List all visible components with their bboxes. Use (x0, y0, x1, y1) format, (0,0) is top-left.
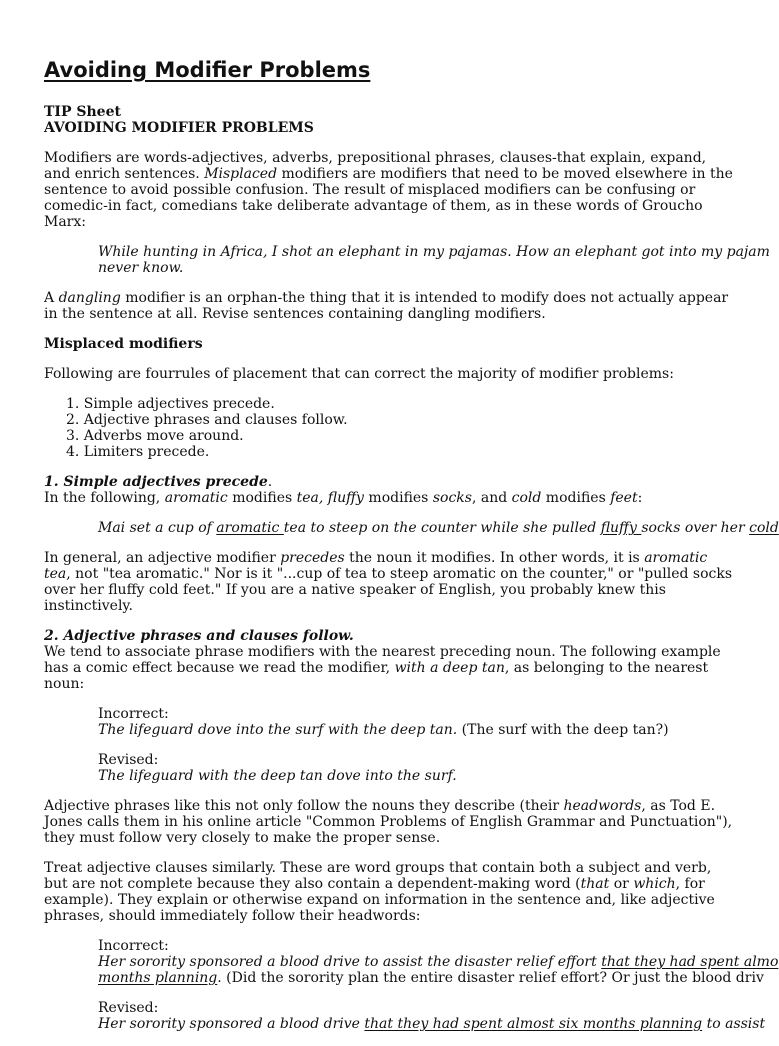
s2-text-2: , as belonging to the nearest noun: (44, 660, 709, 692)
quote-line-2-text: never know. (98, 260, 184, 276)
s1-text-1: In the following, (44, 490, 165, 506)
s1-text-3: modifies (363, 490, 433, 506)
intro-text-1: Modifiers are words-adjectives, adverbs, prepositional phrases, clauses-that explain, expand, and enrich sentences. (44, 150, 707, 182)
section-1 (44, 474, 734, 506)
rule-item-4: 4. Limiters precede. (66, 444, 210, 460)
s1-example-a: Mai set a cup of (98, 520, 217, 536)
s1-feet: feet (610, 490, 638, 506)
rule-item-3: 3. Adverbs move around. (66, 428, 244, 444)
section-1-intro (44, 490, 734, 506)
section-2 (44, 628, 734, 692)
s1-text-4: , and (471, 490, 512, 506)
dangling-text-rest: modifier is an orphan-the thing that it is intended to modify does not actually appear in the sentence at all. Revise sentences containing dangling modifiers. (44, 290, 729, 322)
s1-tea-fluffy: tea, fluffy (296, 490, 364, 506)
intro-paragraph (44, 150, 734, 230)
s2-revised-example (98, 752, 734, 784)
s2-incorrect2-u1: that they had spent almo (601, 954, 779, 970)
s1-general-2: the noun it modifies. In other words, it is (344, 550, 645, 566)
s2-incorrect-note: (The surf with the deep tan?) (457, 722, 669, 738)
intro-text-2: modifiers are modifiers that need to be moved elsewhere in the sentence to avoid possible confusion. The result of misplaced modifiers can be confusing or comedic-in fact, comedians take deliberate advantage of them, as in these words of Groucho Marx: (44, 166, 733, 230)
s2-incorrect2-line-2 (98, 970, 764, 986)
s1-socks: socks (432, 490, 472, 506)
s2-that: that (580, 876, 610, 892)
s2-revised2-b: to assist (702, 1016, 766, 1032)
section-1-example (98, 520, 779, 536)
rules-intro: Following are fourrules of placement that can correct the majority of modifier problems: (44, 366, 674, 382)
s1-example-fluffy: fluffy (600, 520, 642, 536)
s2-headwords-term: headwords (563, 798, 642, 814)
s1-text-5: modifies (541, 490, 611, 506)
section-1-heading (44, 474, 734, 490)
tip-sheet-subtitle: AVOIDING MODIFIER PROBLEMS (44, 120, 314, 136)
s2-incorrect2-line-1-text (98, 954, 778, 970)
section-2-heading: 2. Adjective phrases and clauses follow. (44, 628, 354, 644)
section-1-heading-dot: . (267, 474, 273, 490)
s2-incorrect2-label: Incorrect: (98, 938, 169, 954)
rules-list (44, 396, 734, 460)
s1-aromatic-tea: aromatic tea (44, 550, 708, 582)
s2-incorrect2-a: Her sorority sponsored a blood drive to assist the disaster relief effort (98, 954, 602, 970)
s2-which: which (633, 876, 676, 892)
s1-example-aromatic: aromatic (216, 520, 284, 536)
s2-headwords-paragraph (44, 798, 734, 846)
s2-incorrect2-line-2-text (98, 970, 217, 986)
s2-incorrect-sentence: The lifeguard dove into the surf with the deep tan. (98, 722, 458, 738)
s1-text-6: : (637, 490, 643, 506)
rule-item-1: 1. Simple adjectives precede. (66, 396, 275, 412)
misplaced-modifiers-heading: Misplaced modifiers (44, 336, 203, 352)
section-1-general (44, 550, 734, 614)
tip-header (44, 104, 734, 136)
s2-incorrect2-b: . (Did the sorority plan the entire disaster relief effort? Or just the blood driv (217, 970, 764, 986)
s1-general-1: In general, an adjective modifier (44, 550, 281, 566)
s2-revised-label: Revised: (98, 752, 159, 768)
dangling-text-a: A (44, 290, 59, 306)
s2-revised2-u1: that they had spent almost six months planning (364, 1016, 703, 1032)
s1-example-b: tea to steep on the counter while she pulled (283, 520, 601, 536)
dangling-term: dangling (58, 290, 121, 306)
s2-revised2-text (98, 1016, 765, 1032)
s1-cold: cold (511, 490, 542, 506)
s2-revised2-label: Revised: (98, 1000, 159, 1016)
s2-incorrect2-line-1 (98, 954, 779, 970)
page-title: Avoiding Modifier Problems (44, 58, 371, 82)
s2-headwords-1: Adjective phrases like this not only follow the nouns they describe (their (44, 798, 564, 814)
quote-line-2 (98, 260, 734, 276)
dangling-paragraph (44, 290, 734, 322)
s2-revised-sentence: The lifeguard with the deep tan dove into the surf. (98, 768, 457, 784)
rule-item-2: 2. Adjective phrases and clauses follow. (66, 412, 348, 428)
s2-deep-tan: with a deep tan (394, 660, 505, 676)
document-body (44, 104, 779, 1046)
section-1-heading-text: 1. Simple adjectives precede (44, 474, 268, 490)
s1-example-text (98, 520, 779, 536)
s2-incorrect-example (98, 706, 734, 738)
s2-clauses-2: , for example). They explain or otherwise expand on information in the sentence and, like adjective phrases, should immediately follow their headwords: (44, 876, 715, 924)
s2-or: or (609, 876, 634, 892)
s2-incorrect2-u2: months planning (98, 970, 218, 986)
s1-example-cold: cold (749, 520, 779, 536)
s2-revised2-a: Her sorority sponsored a blood drive (98, 1016, 365, 1032)
s1-text-2: modifies (227, 490, 297, 506)
intro-misplaced-term: Misplaced (204, 166, 278, 182)
quote-line-1 (98, 244, 770, 260)
section-2-intro (44, 644, 734, 692)
s2-clauses-paragraph (44, 860, 734, 924)
quote-line-1-text: While hunting in Africa, I shot an elephant in my pajamas. How an elephant got into my pajam (98, 244, 770, 260)
s2-headwords-2: , as Tod E. Jones calls them in his online article "Common Problems of English Grammar and Punctuation"), they must follow very closely to make the proper sense. (44, 798, 733, 846)
s2-text-1: We tend to associate phrase modifiers with the nearest preceding noun. The following example has a comic effect because we read the modifier, (44, 644, 721, 676)
s2-clauses-1: Treat adjective clauses similarly. These are word groups that contain both a subject and verb, but are not complete because they also contain a dependent-making word ( (44, 860, 712, 892)
s2-incorrect-line (98, 722, 734, 738)
s2-revised2-example (98, 1000, 766, 1032)
groucho-quote (98, 244, 770, 276)
s2-revised-line (98, 768, 734, 784)
s1-aromatic: aromatic (164, 490, 228, 506)
s2-incorrect2-example (98, 938, 779, 986)
s1-general-3: , not "tea aromatic." Nor is it "...cup of tea to steep aromatic on the counter," or "pulled socks over her fluffy cold feet." If you are a native speaker of English, you probably knew this instinctively. (44, 566, 733, 614)
s1-precedes: precedes (280, 550, 345, 566)
s1-example-line (98, 520, 779, 536)
tip-sheet-label: TIP Sheet (44, 104, 121, 120)
s1-example-c: socks over her (641, 520, 750, 536)
s2-incorrect-label: Incorrect: (98, 706, 169, 722)
s2-revised2-line (98, 1016, 766, 1032)
